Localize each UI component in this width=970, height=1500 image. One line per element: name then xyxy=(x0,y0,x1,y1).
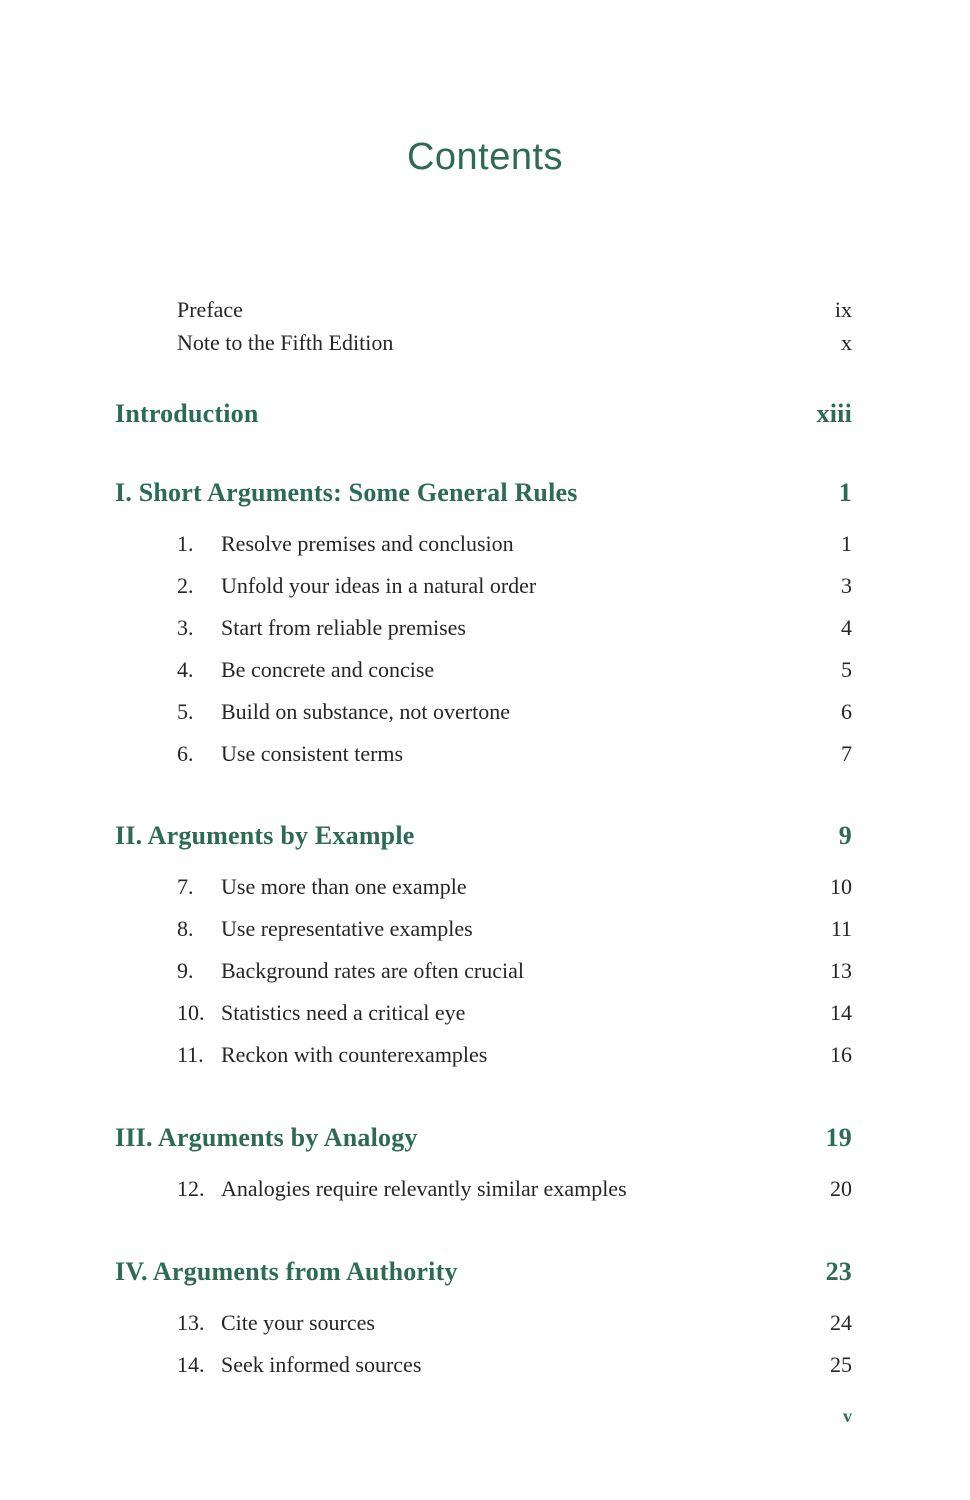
toc-section-heading-introduction xyxy=(115,396,852,432)
item-number: 11. xyxy=(177,1042,204,1067)
toc-item xyxy=(115,649,852,691)
toc-item xyxy=(115,523,852,565)
section-page: 23 xyxy=(825,1257,852,1286)
section-title: I. Short Arguments: Some General Rules xyxy=(115,478,578,507)
toc-section-heading-1 xyxy=(115,475,852,511)
item-page: 3 xyxy=(841,573,852,598)
folio-page-number: v xyxy=(843,1406,852,1426)
toc-items-section-1 xyxy=(115,523,852,775)
toc-section-heading-2 xyxy=(115,818,852,854)
section-page: 19 xyxy=(825,1123,852,1152)
item-label: Use representative examples xyxy=(221,916,473,941)
toc-items-section-3 xyxy=(115,1168,852,1210)
item-number: 8. xyxy=(177,916,194,941)
toc-item xyxy=(115,1034,852,1076)
toc-entry-label: Preface xyxy=(177,297,243,322)
section-title: III. Arguments by Analogy xyxy=(115,1123,418,1152)
section-page: 9 xyxy=(838,821,852,850)
item-label: Resolve premises and conclusion xyxy=(221,531,514,556)
item-label: Unfold your ideas in a natural order xyxy=(221,573,537,598)
item-number: 5. xyxy=(177,699,194,724)
item-label: Start from reliable premises xyxy=(221,615,466,640)
item-page: 1 xyxy=(841,531,852,556)
item-label: Use consistent terms xyxy=(221,741,404,766)
item-page: 16 xyxy=(830,1042,852,1067)
item-page: 13 xyxy=(830,958,852,983)
item-number: 9. xyxy=(177,958,194,983)
item-page: 10 xyxy=(830,874,852,899)
toc-content xyxy=(0,293,970,1386)
toc-item xyxy=(115,1344,852,1386)
toc-items-section-4 xyxy=(115,1302,852,1386)
item-page: 24 xyxy=(830,1310,852,1335)
toc-item xyxy=(115,1168,852,1210)
item-page: 25 xyxy=(830,1352,852,1377)
page-title: Contents xyxy=(406,136,564,178)
item-label: Use more than one example xyxy=(221,874,467,899)
item-label: Cite your sources xyxy=(221,1310,375,1335)
item-label: Reckon with counterexamples xyxy=(221,1042,488,1067)
item-number: 12. xyxy=(177,1176,205,1201)
front-matter-row xyxy=(115,293,852,326)
toc-section-heading-3 xyxy=(115,1120,852,1156)
item-number: 14. xyxy=(177,1352,205,1377)
item-number: 1. xyxy=(177,531,194,556)
section-page: 1 xyxy=(838,478,852,507)
front-matter-row xyxy=(115,326,852,359)
item-page: 20 xyxy=(830,1176,852,1201)
toc-item xyxy=(115,866,852,908)
item-label: Analogies require relevantly similar examples xyxy=(221,1176,627,1201)
item-number: 10. xyxy=(177,1000,205,1025)
item-label: Statistics need a critical eye xyxy=(221,1000,466,1025)
item-number: 2. xyxy=(177,573,194,598)
toc-item xyxy=(115,733,852,775)
item-number: 4. xyxy=(177,657,194,682)
toc-section-heading-4 xyxy=(115,1254,852,1290)
item-page: 5 xyxy=(841,657,852,682)
toc-item xyxy=(115,950,852,992)
section-title: IV. Arguments from Authority xyxy=(115,1257,458,1286)
toc-item xyxy=(115,607,852,649)
item-label: Be concrete and concise xyxy=(221,657,435,682)
section-page: xiii xyxy=(816,399,852,428)
item-number: 13. xyxy=(177,1310,205,1335)
toc-entry-label: Note to the Fifth Edition xyxy=(177,330,394,355)
item-page: 14 xyxy=(830,1000,852,1025)
item-label: Seek informed sources xyxy=(221,1352,422,1377)
toc-item xyxy=(115,565,852,607)
toc-items-section-2 xyxy=(115,866,852,1076)
section-title: II. Arguments by Example xyxy=(115,821,415,850)
front-matter xyxy=(115,293,852,359)
toc-item xyxy=(115,992,852,1034)
toc-entry-page: x xyxy=(841,330,852,355)
item-number: 7. xyxy=(177,874,194,899)
toc-entry-page: ix xyxy=(834,297,852,322)
item-page: 4 xyxy=(841,615,852,640)
item-label: Build on substance, not overtone xyxy=(221,699,511,724)
item-page: 6 xyxy=(841,699,852,724)
item-page: 7 xyxy=(841,741,852,766)
item-number: 3. xyxy=(177,615,194,640)
item-page: 11 xyxy=(830,916,852,941)
toc-item xyxy=(115,908,852,950)
toc-item xyxy=(115,691,852,733)
item-label: Background rates are often crucial xyxy=(221,958,524,983)
section-title: Introduction xyxy=(115,399,259,428)
toc-item xyxy=(115,1302,852,1344)
item-number: 6. xyxy=(177,741,194,766)
